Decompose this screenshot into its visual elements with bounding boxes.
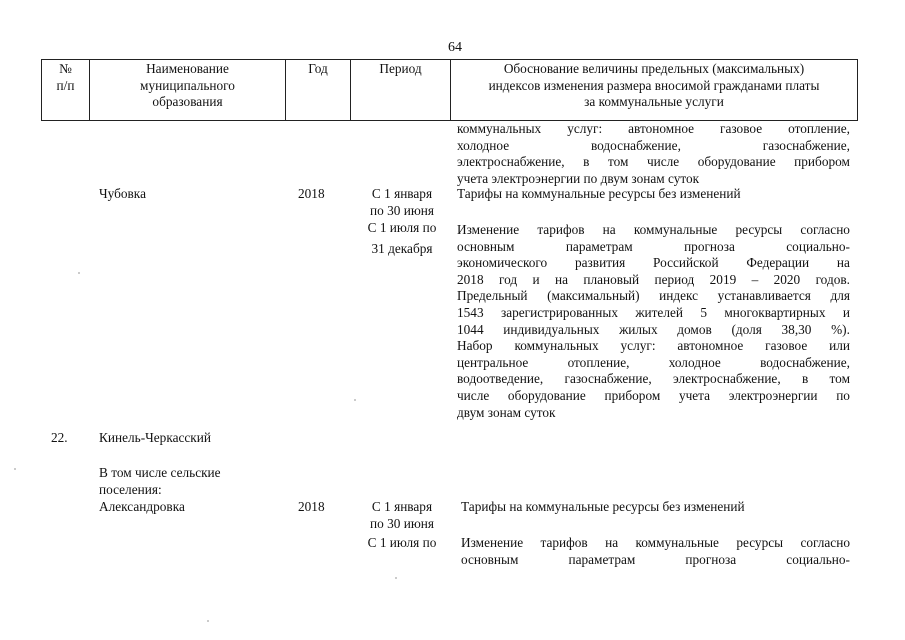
word: газовое — [765, 338, 808, 354]
continuation-text — [457, 121, 850, 187]
word: Изменение — [461, 535, 524, 550]
table-header — [41, 59, 858, 121]
text-line: двум зонам суток — [457, 404, 556, 420]
period-line: 31 декабря — [371, 240, 433, 256]
word: – — [751, 271, 759, 287]
justified-line — [457, 121, 850, 138]
word: коммунальных — [457, 121, 542, 136]
word: электроснабжение, — [673, 371, 781, 387]
word: прибором — [604, 387, 661, 403]
header-municipality-line: муниципального — [140, 77, 235, 93]
justified-line — [457, 138, 850, 155]
year-value: 2018 — [298, 186, 325, 201]
row-number: 22. — [51, 430, 68, 445]
header-justification-line: за коммунальные услуги — [584, 94, 724, 109]
word: согласно — [800, 535, 850, 550]
word: автономное — [677, 338, 744, 354]
word: отопление, — [788, 121, 850, 136]
word: год — [498, 271, 518, 287]
period-line: по 30 июня — [370, 202, 434, 218]
word: и — [532, 271, 540, 287]
word: жилых — [619, 321, 658, 337]
header-number-line: п/п — [56, 77, 75, 93]
header-justification-line: Обоснование величины предельных (максимальных) — [503, 61, 805, 76]
justified-line — [457, 222, 850, 239]
header-period — [351, 61, 450, 78]
word: центральное — [457, 354, 529, 370]
word: Изменение — [457, 222, 520, 237]
word: устанавливается — [717, 288, 811, 304]
word: период — [654, 271, 695, 287]
word: индивидуальных — [503, 321, 600, 337]
period-line: С 1 июля по — [367, 220, 437, 236]
text-line: Тарифы на коммунальные ресурсы без изменений — [461, 499, 745, 514]
justified-line — [457, 154, 850, 171]
word: прибором — [794, 154, 850, 170]
word: том — [829, 371, 850, 387]
reason-no-change — [461, 499, 850, 516]
justified-line — [457, 338, 850, 355]
justified-line — [457, 355, 850, 372]
word: прогноза — [684, 238, 735, 254]
word: по — [836, 387, 850, 403]
word: электроснабжение, — [457, 154, 565, 170]
word: 38,30 — [781, 321, 812, 337]
word: оборудование — [697, 154, 776, 170]
word: ресурсы — [735, 222, 783, 237]
justified-line — [457, 255, 850, 272]
word: на — [602, 222, 616, 237]
header-municipality — [90, 61, 285, 111]
word: холодное — [457, 137, 510, 153]
justified-line — [457, 371, 850, 388]
word: параметрам — [565, 238, 633, 254]
word: 2019 — [709, 271, 737, 287]
word: 2020 — [773, 271, 801, 287]
header-year-line: Год — [308, 61, 328, 76]
word: основным — [457, 238, 515, 254]
word: на — [554, 271, 568, 287]
word: учета — [678, 387, 711, 403]
subheading-line: В том числе сельские — [99, 465, 221, 480]
justified-line — [457, 239, 850, 256]
word: отопление, — [567, 354, 630, 370]
word: 1543 — [457, 304, 484, 320]
word: Федерации — [746, 255, 810, 271]
word: годов. — [815, 271, 850, 287]
word: прогноза — [685, 551, 737, 567]
period-line: С 1 июля по — [367, 535, 437, 551]
period-line: по 30 июня — [370, 515, 434, 531]
word: в — [801, 371, 809, 387]
word: Предельный — [457, 288, 528, 304]
scan-speck — [207, 620, 209, 622]
word: ресурсы — [736, 535, 784, 550]
word: домов — [677, 321, 712, 337]
word: многоквартирных — [724, 304, 826, 320]
word: развития — [575, 255, 626, 271]
word: 1044 — [457, 321, 484, 337]
header-municipality-line: Наименование — [146, 61, 229, 76]
reason-tariff-change — [461, 535, 850, 568]
header-year — [286, 61, 350, 78]
municipality-name: Александровка — [99, 499, 185, 514]
text-line: Тарифы на коммунальные ресурсы без изменений — [457, 186, 741, 201]
word: водоснабжение, — [760, 354, 850, 370]
word: Российской — [653, 255, 719, 271]
word: тарифов — [540, 535, 588, 550]
scan-speck — [395, 577, 397, 579]
district-name: Кинель-Черкасский — [99, 430, 211, 445]
page-number: 64 — [448, 40, 462, 55]
period-line: С 1 января — [371, 186, 433, 201]
word: услуг: — [620, 338, 656, 354]
word: тарифов — [537, 222, 585, 237]
word: зарегистрированных — [500, 304, 618, 320]
word: (доля — [731, 321, 762, 337]
word: водоснабжение, — [590, 137, 681, 153]
word: газоснабжение, — [762, 137, 850, 153]
reason-tariff-change — [457, 222, 850, 421]
header-number — [42, 61, 89, 94]
word: основным — [461, 551, 519, 567]
period-first-half — [352, 499, 452, 552]
period-first-half — [352, 186, 452, 257]
justified-line — [457, 305, 850, 322]
scan-speck — [354, 399, 356, 401]
justified-line — [457, 272, 850, 289]
subheading-settlements — [99, 465, 221, 498]
reason-no-change — [457, 186, 850, 203]
header-number-line: № — [59, 61, 72, 76]
municipality-name: Чубовка — [99, 186, 146, 201]
word: в — [583, 154, 590, 170]
justified-line — [461, 552, 850, 569]
year-value: 2018 — [298, 499, 325, 514]
text-line: учета электроэнергии по двум зонам суток — [457, 170, 700, 186]
word: социально- — [786, 238, 850, 254]
header-justification-line: индексов изменения размера вносимой гражданами платы — [488, 77, 820, 93]
header-justification — [451, 61, 857, 111]
word: коммунальных — [514, 338, 599, 354]
word: (максимальный) — [547, 288, 640, 304]
header-period-line: Период — [379, 61, 422, 76]
period-line: С 1 января — [371, 499, 433, 514]
word: числе — [457, 387, 490, 403]
word: индекс — [659, 288, 699, 304]
scan-speck — [14, 468, 16, 470]
word: плановый — [583, 271, 640, 287]
word: коммунальные — [633, 222, 718, 237]
word: автономное — [628, 121, 695, 136]
word: жителей — [635, 304, 683, 320]
scan-speck — [78, 272, 80, 274]
header-municipality-line: образования — [152, 94, 223, 109]
word: экономического — [457, 255, 548, 271]
word: Набор — [457, 338, 493, 354]
word: параметрам — [568, 551, 636, 567]
word: водоотведение, — [457, 371, 544, 387]
word: 5 — [700, 304, 707, 320]
word: или — [829, 338, 850, 354]
word: 2018 — [457, 271, 484, 287]
subheading-line: поселения: — [99, 481, 162, 497]
word: числе — [646, 154, 680, 170]
word: на — [836, 255, 850, 271]
word: социально- — [786, 551, 850, 567]
word: оборудование — [507, 387, 586, 403]
word: холодное — [668, 354, 721, 370]
word: на — [605, 535, 619, 550]
word: согласно — [800, 222, 850, 237]
word: газовое — [720, 121, 763, 136]
justified-line — [457, 388, 850, 405]
word: и — [842, 304, 850, 320]
word: том — [607, 154, 629, 170]
justified-line — [461, 535, 850, 552]
justified-line — [457, 322, 850, 339]
word: для — [830, 288, 850, 304]
word: услуг: — [567, 121, 603, 136]
word: %). — [831, 321, 850, 337]
justified-line — [457, 288, 850, 305]
word: газоснабжение, — [564, 371, 652, 387]
word: коммунальные — [635, 535, 719, 550]
word: электроэнергии — [728, 387, 818, 403]
